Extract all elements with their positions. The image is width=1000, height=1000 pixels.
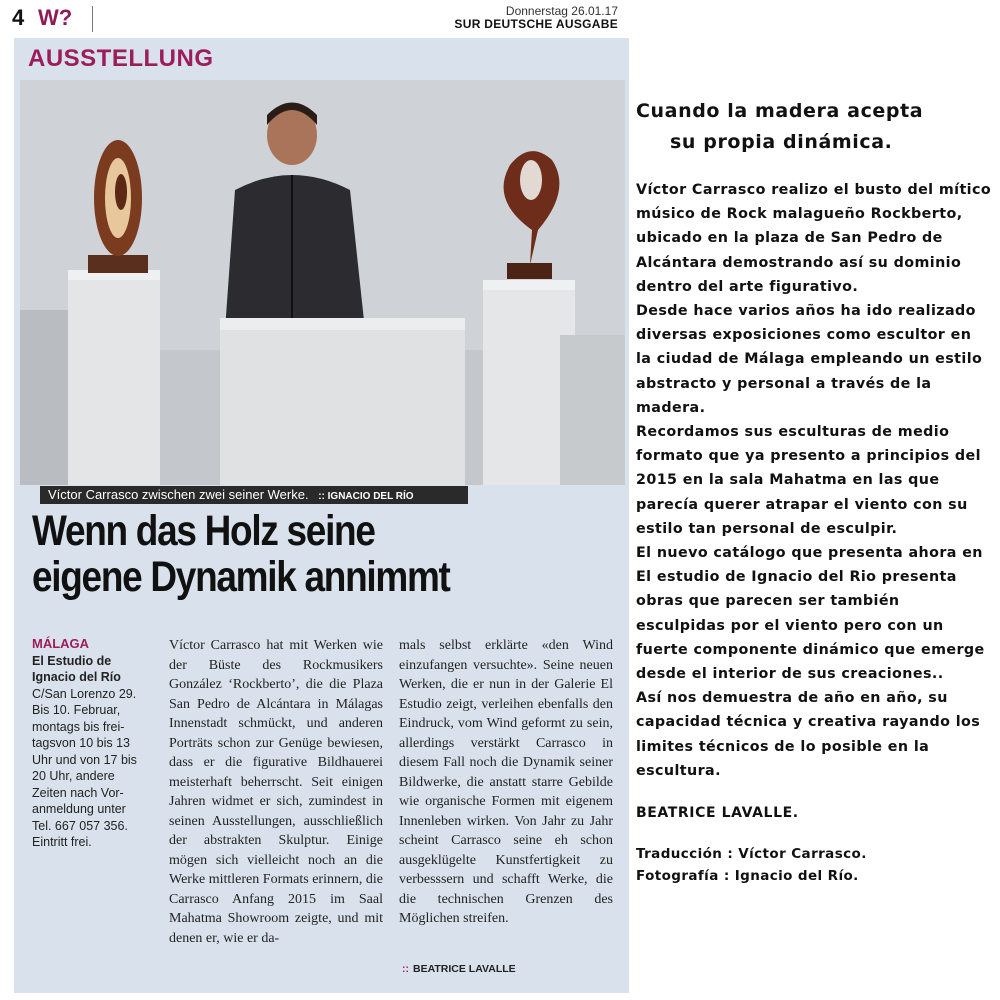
byline-marker: :: xyxy=(402,963,409,975)
exhibition-info xyxy=(32,636,164,851)
translation-signature: BEATRICE LAVALLE. xyxy=(636,805,799,822)
page-number: 4 xyxy=(12,5,25,30)
section-label: AUSSTELLUNG xyxy=(28,45,214,72)
edition-name: SUR DEUTSCHE AUSGABE xyxy=(454,17,618,31)
info-detail: 20 Uhr, andere xyxy=(32,769,115,783)
photography-credit: Fotografía : Ignacio del Río. xyxy=(636,868,859,885)
masthead xyxy=(0,0,633,38)
headline-line-2: eigene Dynamik annimmt xyxy=(32,553,450,601)
info-detail: anmeldung unter xyxy=(32,802,126,816)
info-city: MÁLAGA xyxy=(32,636,90,651)
translation-credits xyxy=(636,843,992,887)
info-detail: montags bis frei- xyxy=(32,719,125,734)
byline xyxy=(402,963,516,975)
translation-title-line-1: Cuando la madera acepta xyxy=(636,100,924,122)
translation-title-line-2: su propia dinámica. xyxy=(670,131,893,153)
translation-paragraph: Recordamos sus esculturas de medio formato que ya presento a principios del 2015 en la sala Mahatma en las que parecía querer atrapar el viento con su estilo tan personal de esculpir. xyxy=(636,424,981,537)
translation-body xyxy=(636,178,992,783)
info-detail: Zeiten nach Vor- xyxy=(32,785,124,800)
issue-date: Donnerstag 26.01.17 xyxy=(505,4,618,18)
brand-logo: W? xyxy=(38,5,73,30)
info-venue-line-2: Ignacio del Río xyxy=(32,670,121,684)
info-detail: Tel. 667 057 356. xyxy=(32,818,128,833)
translation-paragraph: Desde hace varios años ha ido realizado diversas exposiciones como escultor en la ciudad de Málaga empleando un estilo abstracto y personal a través de la madera. xyxy=(636,303,983,416)
photo-caption xyxy=(40,486,468,504)
masthead-divider xyxy=(92,6,93,32)
info-detail: Bis 10. Februar, xyxy=(32,703,121,717)
info-venue-line-1: El Estudio de xyxy=(32,653,112,668)
translation-title xyxy=(636,96,992,158)
article-column-2: mals selbst erklärte «den Wind einzufangen versuchte». Seine neuen Werken, die er nun in der Galerie El Estudio zeigt, verleihen ebenfalls den Eindruck, vom Wind geformt zu sein, allerdings verstärkt Carrasco in diesem Fall noch die Dynamik seiner Bildwerke, die anstatt starre Gebilde wie organische Formen mit eigenem Innenleben wirken. Von Jahr zu Jahr scheint Carrasco seine eh schon ausgeklügelte Kunstfertigkeit zu verbesssern und schafft Werke, die die technischen Grenzen des Möglichen streifen. xyxy=(399,638,613,926)
photo-credit: :: IGNACIO DEL RÍO xyxy=(318,491,414,502)
gallery-photo-illustration xyxy=(20,80,625,485)
headline-line-1: Wenn das Holz seine xyxy=(32,507,375,555)
translation-paragraph: Así nos demuestra de año en año, su capacidad técnica y creativa rayando los limites técnicos de lo posible en la escultura. xyxy=(636,690,981,779)
translation-paragraph: Víctor Carrasco realizo el busto del mítico músico de Rock malagueño Rockberto, ubicado en la plaza de San Pedro de Alcántara demostrando así su dominio dentro del arte figurativo. xyxy=(636,182,992,295)
article-photo xyxy=(20,80,625,485)
info-detail: tagsvon 10 bis 13 xyxy=(32,736,130,750)
headline xyxy=(32,508,544,600)
translation-paragraph: El nuevo catálogo que presenta ahora en El estudio de Ignacio del Rio presenta obras que parecen ser también esculpidas por el viento pero con un fuerte componente dinámico que emerge desde el interior de sus creaciones.. xyxy=(636,545,985,683)
article-panel xyxy=(14,38,629,993)
caption-text: Víctor Carrasco zwischen zwei seiner Werke. xyxy=(48,487,309,502)
byline-name: BEATRICE LAVALLE xyxy=(413,963,516,975)
article-column-1: Víctor Carrasco hat mit Werken wie der Büste des Rockmusikers González ‘Rockberto’, die die Plaza San Pedro de Alcántara in Málagas Innenstadt schmückt, und anderen Porträts schon zur Genüge bewiesen, dass er die figurative Bildhauerei meisterhaft beherrscht. Seit einigen Jahren widmet er sich, zumindest in seinen Ausstellungen, ausschließlich der abstrakten Skulptur. Einige mögen sich vielleicht noch an die Werke mittleren Formats erinnern, die Carrasco Anfang 2015 im Saal Mahatma Showroom zeigte, und mit denen er, wie er da- xyxy=(169,638,383,946)
photo-credit-name: IGNACIO DEL RÍO xyxy=(327,491,414,502)
info-detail: Uhr und von 17 bis xyxy=(32,752,137,767)
translation-credit: Traducción : Víctor Carrasco. xyxy=(636,846,867,863)
spanish-translation xyxy=(636,96,992,887)
info-detail: Eintritt frei. xyxy=(32,835,92,849)
info-detail: C/San Lorenzo 29. xyxy=(32,686,137,701)
